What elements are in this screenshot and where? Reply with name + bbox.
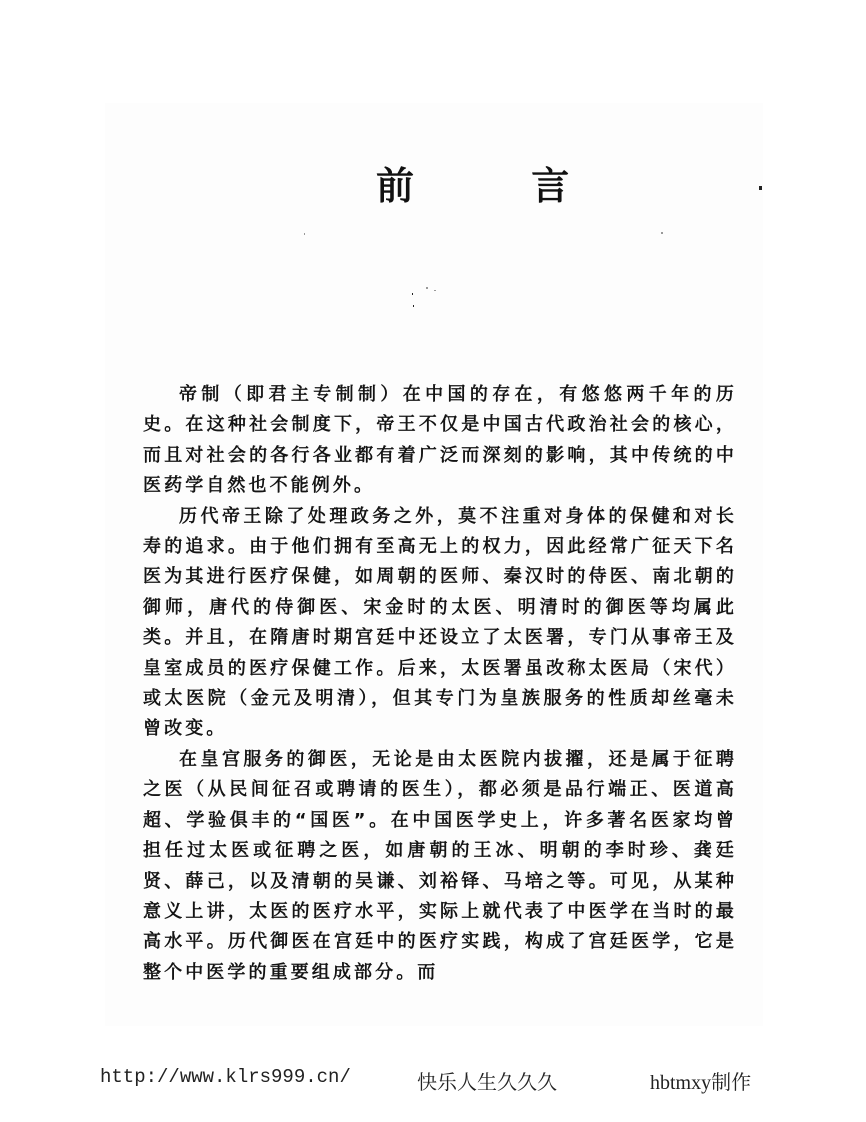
page-title: 前 言: [376, 163, 622, 208]
paragraph: 帝制（即君主专制制）在中国的存在，有悠悠两千年的历史。在这种社会制度下，帝王不仅是中国古代政治社会的核心，而且对社会的各行各业都有着广泛而深刻的影响，其中传统的中医药学自然也不能例外。: [143, 384, 737, 497]
preface-body: [143, 380, 737, 988]
scan-speck: [759, 186, 762, 190]
scan-speck: [661, 232, 663, 234]
footer-slogan: 快乐人生久久久: [417, 1070, 557, 1094]
footer-credit: hbtmxy制作: [650, 1072, 752, 1094]
scan-speck: [426, 287, 428, 289]
scan-speck: [434, 290, 436, 291]
footer-url[interactable]: http://www.klrs999.cn/: [100, 1066, 351, 1088]
scan-speck: [413, 305, 414, 307]
scan-speck: [304, 233, 305, 235]
paragraph: 历代帝王除了处理政务之外，莫不注重对身体的保健和对长寿的追求。由于他们拥有至高无上的权力，因此经常广征天下名医为其进行医疗保健，如周朝的医师、秦汉时的侍医、南北朝的御师，唐代的侍御医、宋金时的太医、明清时的御医等均属此类。并且，在隋唐时期宫廷中还设立了太医署，专门从事帝王及皇室成员的医疗保健工作。后来，太医署虽改称太医局（宋代）或太医院（金元及明清），但其专门为皇族服务的性质却丝毫未曾改变。: [143, 505, 737, 740]
scan-speck: [412, 293, 413, 295]
footer: [0, 1066, 866, 1096]
paragraph: 在皇宫服务的御医，无论是由太医院内拔擢，还是属于征聘之医（从民间征召或聘请的医生），都必须是品行端正、医道高超、学验俱丰的“国医”。在中国医学史上，许多著名医家均曾担任过太医或征聘之医，如唐朝的王冰、明朝的李时珍、龚廷贤、薛己，以及清朝的吴谦、刘裕铎、马培之等。可见，从某种意义上讲，太医的医疗水平，实际上就代表了中医学在当时的最高水平。历代御医在宫廷中的医疗实践，构成了宫廷医学，它是整个中医学的重要组成部分。而: [143, 748, 737, 983]
